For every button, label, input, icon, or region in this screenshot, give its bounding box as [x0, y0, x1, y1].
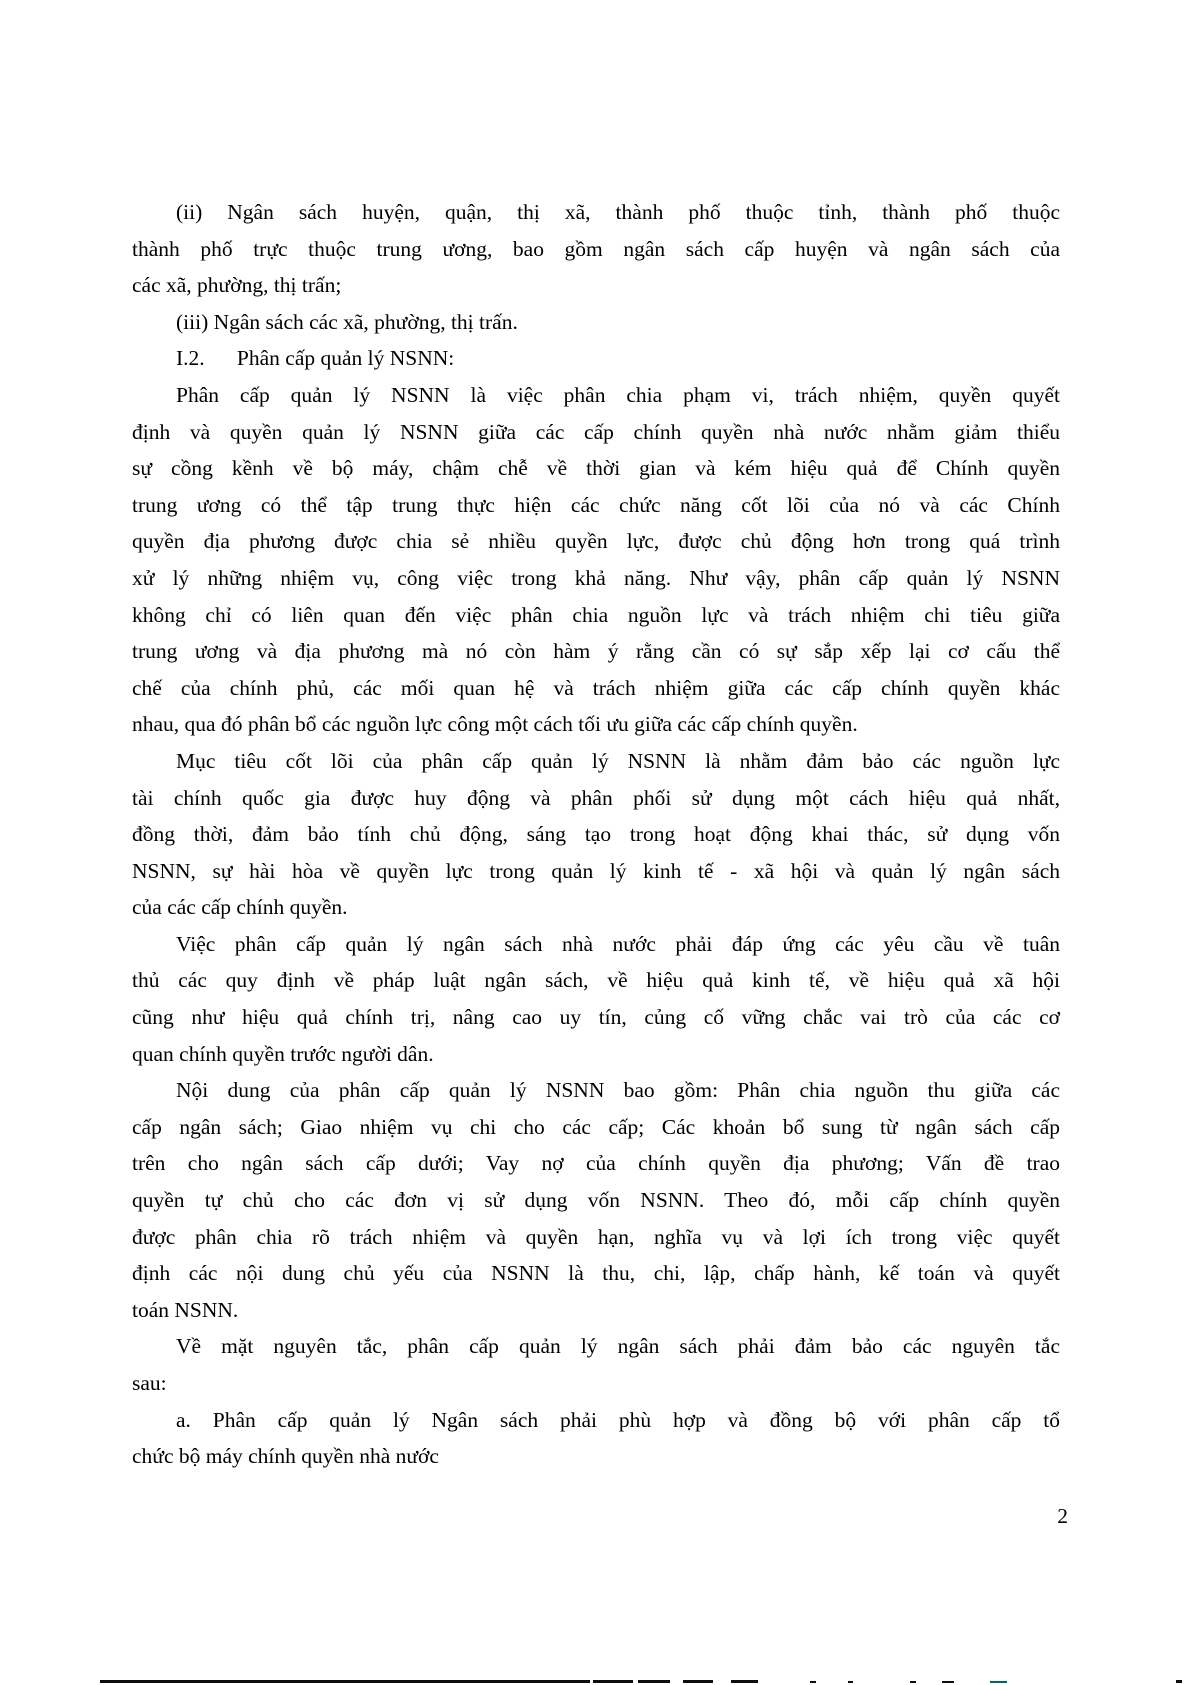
cut-off-text-fragment	[848, 1681, 853, 1683]
text-line: của các cấp chính quyền.	[132, 895, 348, 920]
text-line: xử lý những nhiệm vụ, công việc trong khả năng. Như vậy, phân cấp quản lý NSNN	[132, 565, 1060, 590]
text-line: thủ các quy định về pháp luật ngân sách, về hiệu quả kinh tế, về hiệu quả xã hội	[132, 968, 1060, 993]
cut-off-text-fragment	[638, 1680, 670, 1683]
cut-off-text-fragment	[593, 1680, 633, 1683]
next-page-edge-artifact	[0, 1678, 1191, 1685]
text-line: (ii) Ngân sách huyện, quận, thị xã, thành phố thuộc tỉnh, thành phố thuộc	[176, 200, 1060, 224]
text-line: toán NSNN.	[132, 1297, 239, 1322]
cut-off-text-fragment	[683, 1680, 713, 1683]
text-line: quan chính quyền trước người dân.	[132, 1041, 434, 1066]
text-line: I.2. Phân cấp quản lý NSNN:	[176, 346, 455, 371]
cut-off-text-fragment	[810, 1681, 816, 1683]
text-line: sau:	[132, 1371, 167, 1395]
text-line: trung ương và địa phương mà nó còn hàm ý rằng cần có sự sắp xếp lại cơ cấu thể	[132, 639, 1060, 664]
text-line: các xã, phường, thị trấn;	[132, 273, 342, 298]
paragraph	[132, 1402, 1060, 1475]
text-line: trung ương có thể tập trung thực hiện các chức năng cốt lõi của nó và các Chính	[132, 492, 1060, 517]
paragraph	[132, 1072, 1060, 1328]
paragraph	[132, 926, 1060, 1072]
text-line: cấp ngân sách; Giao nhiệm vụ chi cho các cấp; Các khoản bổ sung từ ngân sách cấp	[132, 1114, 1060, 1139]
text-line: (iii) Ngân sách các xã, phường, thị trấn.	[176, 309, 518, 334]
paragraph	[132, 194, 1060, 304]
text-line: a. Phân cấp quản lý Ngân sách phải phù hợp và đồng bộ với phân cấp tổ	[176, 1407, 1060, 1432]
text-line: không chỉ có liên quan đến việc phân chia nguồn lực và trách nhiệm chi tiêu giữa	[132, 602, 1060, 627]
text-line: trên cho ngân sách cấp dưới; Vay nợ của chính quyền địa phương; Vấn đề trao	[132, 1151, 1060, 1176]
text-line: chức bộ máy chính quyền nhà nước	[132, 1444, 439, 1469]
paragraph	[132, 1328, 1060, 1401]
text-line: tài chính quốc gia được huy động và phân phối sử dụng một cách hiệu quả nhất,	[132, 785, 1060, 810]
paragraph	[132, 377, 1060, 743]
text-line: định các nội dung chủ yếu của NSNN là thu, chi, lập, chấp hành, kế toán và quyết	[132, 1261, 1060, 1286]
text-line: đồng thời, đảm bảo tính chủ động, sáng tạo trong hoạt động khai thác, sử dụng vốn	[132, 822, 1060, 847]
text-line: thành phố trực thuộc trung ương, bao gồm ngân sách cấp huyện và ngân sách của	[132, 236, 1060, 261]
text-line: Phân cấp quản lý NSNN là việc phân chia phạm vi, trách nhiệm, quyền quyết	[176, 382, 1060, 407]
text-line: quyền địa phương được chia sẻ nhiều quyền lực, được chủ động hơn trong quá trình	[132, 529, 1060, 554]
text-line: Về mặt nguyên tắc, phân cấp quản lý ngân sách phải đảm bảo các nguyên tắc	[176, 1334, 1060, 1359]
cut-off-text-fragment	[942, 1681, 954, 1683]
text-line: được phân chia rõ trách nhiệm và quyền hạn, nghĩa vụ và lợi ích trong việc quyết	[132, 1224, 1060, 1249]
text-line: chế của chính phủ, các mối quan hệ và trách nhiệm giữa các cấp chính quyền khác	[132, 675, 1060, 700]
text-line: Mục tiêu cốt lõi của phân cấp quản lý NSNN là nhằm đảm bảo các nguồn lực	[176, 748, 1060, 773]
document-body	[132, 194, 1060, 1475]
cut-off-text-fragment	[1176, 1680, 1182, 1683]
cut-off-rule-fragment	[100, 1680, 590, 1683]
text-line: định và quyền quản lý NSNN giữa các cấp chính quyền nhà nước nhằm giảm thiểu	[132, 419, 1060, 444]
text-line: Việc phân cấp quản lý ngân sách nhà nước phải đáp ứng các yêu cầu về tuân	[176, 931, 1060, 956]
cut-off-text-fragment	[910, 1681, 916, 1683]
text-line: nhau, qua đó phân bổ các nguồn lực công một cách tối ưu giữa các cấp chính quyền.	[132, 712, 858, 737]
cut-off-text-fragment	[731, 1680, 758, 1683]
text-line: NSNN, sự hài hòa về quyền lực trong quản lý kinh tế - xã hội và quản lý ngân sách	[132, 858, 1060, 883]
text-line: quyền tự chủ cho các đơn vị sử dụng vốn NSNN. Theo đó, mỗi cấp chính quyền	[132, 1188, 1060, 1213]
paragraph	[132, 743, 1060, 926]
paragraph	[132, 340, 1060, 377]
cut-off-text-fragment	[990, 1681, 1007, 1683]
paragraph	[132, 304, 1060, 341]
text-line: sự cồng kềnh về bộ máy, chậm chễ về thời gian và kém hiệu quả để Chính quyền	[132, 456, 1060, 481]
text-line: cũng như hiệu quả chính trị, nâng cao uy tín, củng cố vững chắc vai trò của các cơ	[132, 1005, 1060, 1030]
text-line: Nội dung của phân cấp quản lý NSNN bao gồm: Phân chia nguồn thu giữa các	[176, 1078, 1060, 1103]
page-number: 2	[1057, 1504, 1068, 1528]
